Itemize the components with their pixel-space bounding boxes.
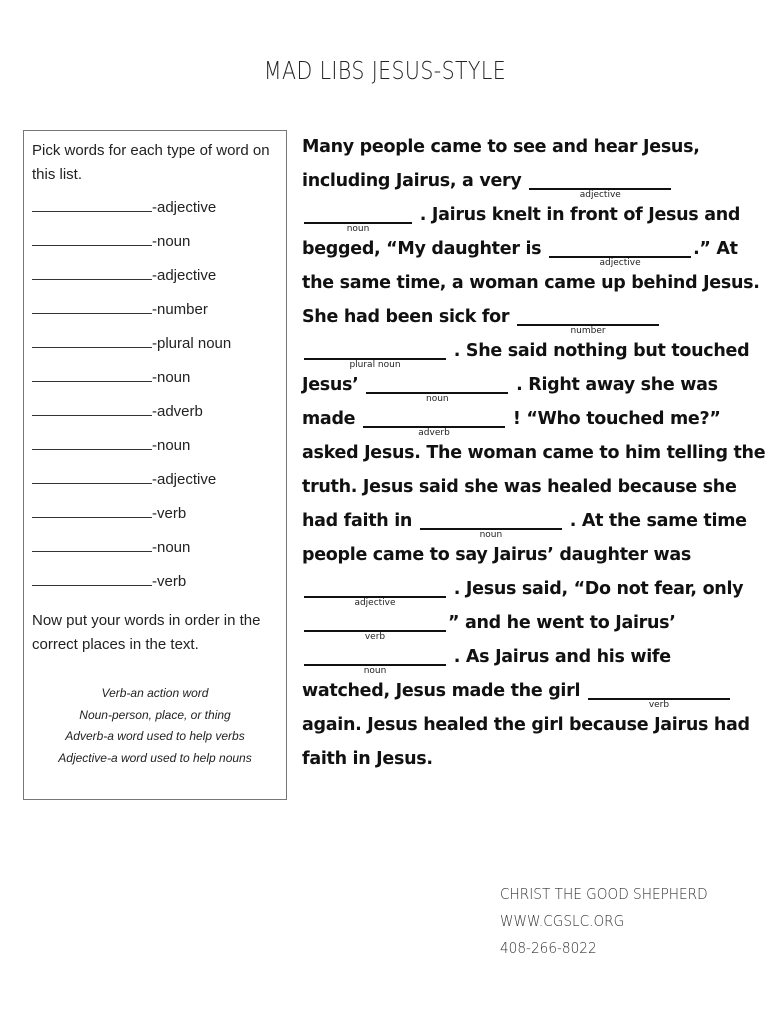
answer-blank[interactable]: [32, 197, 152, 212]
story-line: faith in Jesus.: [302, 749, 433, 769]
story-line: begged, “My daughter is adjective .” At: [302, 233, 742, 267]
answer-blank[interactable]: [32, 367, 152, 382]
list-item: -noun: [32, 435, 231, 469]
instructions-text: Pick words for each type of word on this list.: [32, 142, 270, 183]
word-list: [32, 197, 231, 605]
blank-label: noun: [479, 530, 503, 540]
list-item: -adverb: [32, 401, 231, 435]
list-item: -verb: [32, 503, 231, 537]
word-list-box: [23, 130, 287, 800]
answer-blank[interactable]: [32, 333, 152, 348]
story-line: adjective . Jesus said, “Do not fear, only: [302, 573, 742, 607]
story-line: people came to say Jairus’ daughter was: [302, 545, 691, 565]
story-blank[interactable]: [304, 200, 412, 234]
blank-label: noun: [363, 666, 387, 676]
answer-blank[interactable]: [32, 537, 152, 552]
list-item: -adjective: [32, 469, 231, 503]
answer-blank[interactable]: [32, 265, 152, 280]
blank-label: adverb: [418, 428, 450, 438]
definition-verb: Verb-an action word: [101, 686, 209, 700]
blank-label: adjective: [599, 258, 641, 268]
definition-adverb: Adverb-a word used to help verbs: [65, 729, 245, 743]
story-line: made adverb ! “Who touched me?”: [302, 403, 742, 437]
story-text: [302, 131, 766, 777]
order-instructions: Now put your words in order in the correct places in the text.: [32, 612, 261, 653]
story-blank[interactable]: [517, 302, 659, 336]
story-line: noun . Jairus knelt in front of Jesus and: [302, 199, 742, 233]
story-blank[interactable]: [588, 676, 730, 710]
church-name: CHRIST THE GOOD SHEPHERD: [500, 885, 708, 903]
story-line: truth. Jesus said she was healed because she: [302, 477, 737, 497]
story-line: Jesus’ noun . Right away she was: [302, 369, 742, 403]
blank-label: verb: [648, 700, 670, 710]
answer-blank[interactable]: [32, 503, 152, 518]
definitions: [24, 683, 286, 769]
story-blank[interactable]: [549, 234, 691, 268]
footer-contact: [500, 881, 708, 962]
story-line: had faith in noun . At the same time: [302, 505, 742, 539]
answer-blank[interactable]: [32, 571, 152, 586]
definition-adjective: Adjective-a word used to help nouns: [58, 750, 252, 765]
story-line: asked Jesus. The woman came to him telling the: [302, 443, 766, 463]
story-line: watched, Jesus made the girl verb: [302, 675, 742, 709]
list-item: -adjective: [32, 197, 231, 231]
story-blank[interactable]: [420, 506, 562, 540]
story-line: She had been sick for number: [302, 301, 742, 335]
list-item: -noun: [32, 537, 231, 571]
story-line: noun . As Jairus and his wife: [302, 641, 742, 675]
list-item: -verb: [32, 571, 231, 605]
story-line: Many people came to see and hear Jesus,: [302, 137, 700, 157]
blank-label: noun: [346, 224, 370, 234]
story-line: verb ” and he went to Jairus’: [302, 607, 742, 641]
story-blank[interactable]: [529, 166, 671, 200]
story-line: plural noun . She said nothing but touched: [302, 335, 742, 369]
list-item: -noun: [32, 367, 231, 401]
answer-blank[interactable]: [32, 231, 152, 246]
answer-blank[interactable]: [32, 435, 152, 450]
blank-label: noun: [426, 394, 449, 404]
story-blank[interactable]: [304, 336, 446, 370]
website-link[interactable]: WWW.CGSLC.ORG: [500, 912, 625, 930]
blank-label: adjective: [579, 190, 621, 200]
phone-number: 408-266-8022: [500, 939, 597, 957]
blank-label: plural noun: [349, 360, 401, 370]
list-item: -adjective: [32, 265, 231, 299]
list-item: -noun: [32, 231, 231, 265]
story-blank[interactable]: [363, 404, 505, 438]
story-blank[interactable]: [304, 642, 446, 676]
blank-label: number: [570, 326, 606, 336]
story-line: again. Jesus healed the girl because Jairus had: [302, 715, 750, 735]
page-title: MAD LIBS JESUS-STYLE: [263, 56, 507, 85]
answer-blank[interactable]: [32, 469, 152, 484]
answer-blank[interactable]: [32, 401, 152, 416]
list-item: -number: [32, 299, 231, 333]
story-blank[interactable]: [304, 608, 446, 642]
story-blank[interactable]: [366, 370, 508, 404]
list-item: -plural noun: [32, 333, 231, 367]
story-line: including Jairus, a very adjective: [302, 165, 742, 199]
blank-label: verb: [364, 632, 386, 642]
answer-blank[interactable]: [32, 299, 152, 314]
blank-label: adjective: [354, 598, 396, 608]
definition-noun: Noun-person, place, or thing: [79, 707, 231, 722]
story-blank[interactable]: [304, 574, 446, 608]
story-line: the same time, a woman came up behind Jesus.: [302, 273, 760, 293]
